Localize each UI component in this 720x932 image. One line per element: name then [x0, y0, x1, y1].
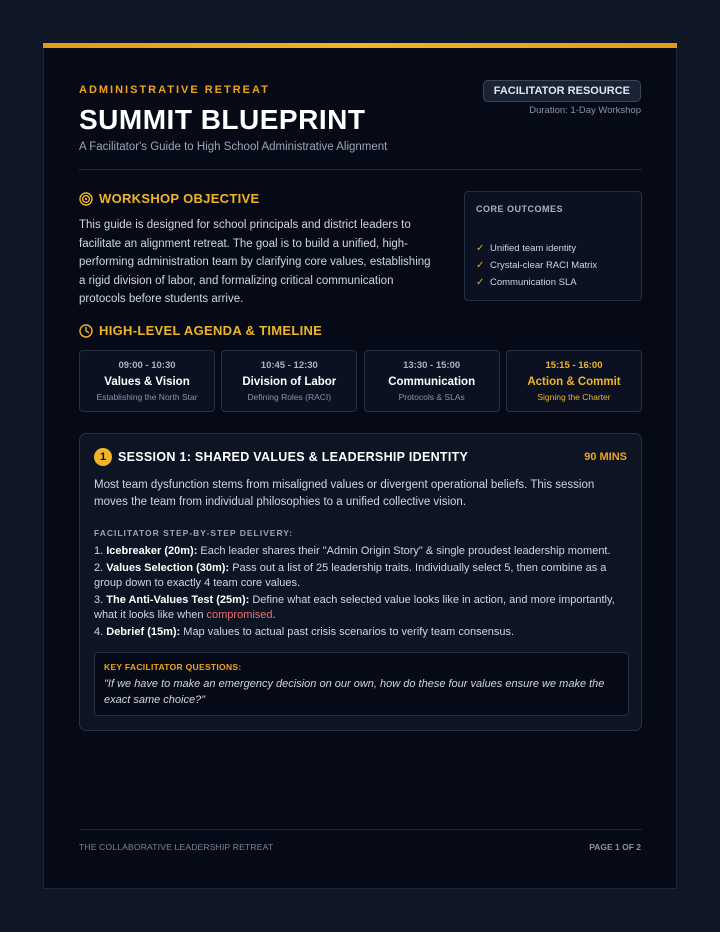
session-number-badge: 1: [94, 448, 112, 466]
check-icon: ✓: [476, 260, 485, 271]
agenda-name: Division of Labor: [242, 376, 337, 388]
outcomes-list: [476, 240, 630, 291]
page-subtitle: A Facilitator's Guide to High School Administrative Alignment: [79, 141, 388, 153]
outcome-label: Crystal-clear RACI Matrix: [490, 260, 598, 271]
agenda-card-action: [506, 350, 642, 412]
core-outcomes-box: [464, 191, 642, 301]
outcomes-title: CORE OUTCOMES: [476, 204, 564, 214]
agenda-name: Action & Commit: [527, 376, 621, 388]
agenda-card-division: [221, 350, 357, 412]
objective-heading: [79, 191, 259, 206]
accent-bar: [43, 43, 677, 48]
agenda-timeline: [79, 350, 642, 412]
step-title: The Anti-Values Test (25m):: [106, 594, 250, 606]
session-intro: Most team dysfunction stems from misaligned values or divergent operational beliefs. This session moves the team from individual philosophies to a unified collective vision.: [94, 479, 595, 508]
facilitator-badge: FACILITATOR RESOURCE: [483, 80, 641, 102]
target-icon: [79, 192, 93, 206]
step-number: 2.: [94, 562, 104, 574]
step-number: 4.: [94, 626, 104, 638]
footer-divider: [79, 829, 642, 830]
agenda-desc: Establishing the North Star: [96, 392, 198, 402]
step-title: Values Selection (30m):: [106, 562, 230, 574]
session-title: SESSION 1: SHARED VALUES & LEADERSHIP IDENTITY: [118, 450, 469, 464]
agenda-card-communication: [364, 350, 500, 412]
step-title: Debrief (15m):: [106, 626, 181, 638]
agenda-card-values: [79, 350, 215, 412]
agenda-time: 13:30 - 15:00: [403, 360, 461, 371]
question-text: "If we have to make an emergency decision on our own, how do these four values ensure we make the exact same choice?": [104, 678, 605, 706]
clock-icon: [79, 324, 93, 338]
agenda-desc: Defining Roles (RACI): [247, 392, 332, 402]
highlight-word: compromised: [206, 609, 273, 621]
page-number: PAGE 1 OF 2: [589, 842, 641, 852]
agenda-name: Values & Vision: [104, 376, 190, 388]
step-number: 1.: [94, 545, 104, 557]
step-title: Icebreaker (20m):: [106, 545, 198, 557]
step-text: Define what each selected value looks like in action, and more importantly, what it looks like when: [94, 594, 615, 621]
document-page: [43, 43, 677, 889]
outcome-label: Communication SLA: [490, 277, 577, 288]
agenda-time: 15:15 - 16:00: [545, 360, 603, 371]
agenda-time: 09:00 - 10:30: [118, 360, 176, 371]
list-item: [94, 593, 629, 623]
agenda-heading-text: HIGH-LEVEL AGENDA & TIMELINE: [99, 323, 323, 338]
agenda-desc: Protocols & SLAs: [398, 392, 465, 402]
list-item: [94, 561, 629, 591]
agenda-heading: [79, 323, 322, 338]
duration-label: Duration: 1-Day Workshop: [529, 105, 641, 116]
objective-text: This guide is designed for school principals and district leaders to facilitate an alignment retreat. The goal is to build a unified, high-performing administration team by clarifying core values, establishing a rigid division of labor, and formalizing critical communication protocols before students arrive.: [79, 219, 431, 305]
footer-title: THE COLLABORATIVE LEADERSHIP RETREAT: [79, 842, 274, 852]
session-duration: 90 MINS: [584, 451, 627, 463]
page-title: SUMMIT BLUEPRINT: [79, 104, 366, 135]
session-header: [94, 448, 468, 466]
eyebrow-label: ADMINISTRATIVE RETREAT: [79, 84, 270, 96]
agenda-name: Communication: [388, 376, 476, 388]
list-item: [476, 274, 630, 291]
list-item: [94, 625, 629, 640]
header-divider: [79, 169, 642, 170]
outcome-label: Unified team identity: [490, 243, 577, 254]
list-item: [476, 240, 630, 257]
questions-label: KEY FACILITATOR QUESTIONS:: [104, 662, 242, 672]
list-item: [94, 544, 629, 559]
step-text: Each leader shares their "Admin Origin Story" & single proudest leadership moment.: [200, 545, 611, 557]
steps-label: FACILITATOR STEP-BY-STEP DELIVERY:: [94, 528, 294, 538]
step-text: Map values to actual past crisis scenarios to verify team consensus.: [183, 626, 515, 638]
agenda-time: 10:45 - 12:30: [260, 360, 318, 371]
check-icon: ✓: [476, 277, 485, 288]
session-1-card: [79, 433, 642, 731]
step-text: Pass out a list of 25 leadership traits. Individually select 5, then combine as a group down to exactly 4 team core values.: [94, 562, 607, 589]
step-number: 3.: [94, 594, 104, 606]
list-item: [476, 257, 630, 274]
check-icon: ✓: [476, 243, 485, 254]
step-end: .: [272, 609, 276, 621]
key-questions-box: [94, 652, 629, 716]
agenda-desc: Signing the Charter: [537, 392, 611, 402]
steps-list: [94, 544, 629, 642]
objective-heading-text: WORKSHOP OBJECTIVE: [99, 191, 260, 206]
